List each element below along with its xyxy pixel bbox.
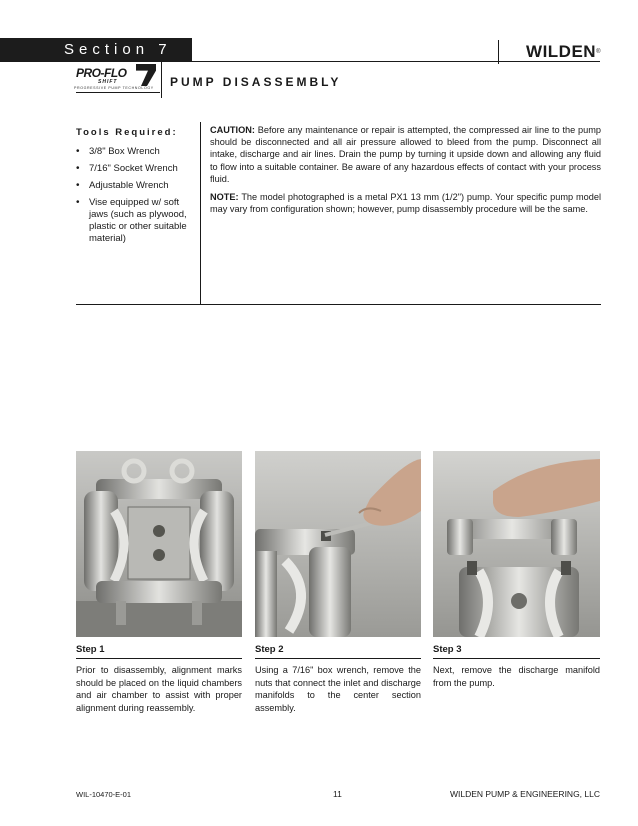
seven-icon xyxy=(136,64,156,86)
note-text: The model photographed is a metal PX1 13 mm (1/2") pump. Your specific pump model may vary from configuration shown; however, pump disassembly procedure will be the same. xyxy=(210,192,601,215)
page-number: 11 xyxy=(333,789,342,799)
step-1-label: Step 1 xyxy=(76,644,105,655)
step-2-photo xyxy=(255,451,421,637)
step-1-text: Prior to disassembly, alignment marks should be placed on the liquid chambers and air chamber to assist with proper alignment during reassembly. xyxy=(76,665,242,713)
step-2-text: Using a 7/16" box wrench, remove the nuts that connect the inlet and discharge manifolds to the center section assembly. xyxy=(255,665,421,713)
logo-underline xyxy=(76,92,160,93)
tools-list xyxy=(76,146,196,250)
caution-label: CAUTION: xyxy=(210,125,255,135)
proflo-tagline: PROGRESSIVE PUMP TECHNOLOGY xyxy=(74,86,154,90)
tool-item: • 3/8" Box Wrench xyxy=(76,146,196,158)
tool-item: • Vise equipped w/ soft jaws (such as plywood, plastic or other suitable material) xyxy=(76,197,189,245)
brand-name: WILDEN xyxy=(526,42,597,61)
step-3-text: Next, remove the discharge manifold from the pump. xyxy=(433,665,600,688)
step-3-photo xyxy=(433,451,600,637)
footer-doc-id: WIL-10470-E-01 xyxy=(76,790,132,799)
tool-item: • 7/16" Socket Wrench xyxy=(76,163,196,175)
page-title: PUMP DISASSEMBLY xyxy=(170,75,342,89)
note-label: NOTE: xyxy=(210,192,239,203)
section-banner: Section 7 xyxy=(0,38,192,62)
step-1-rule xyxy=(76,658,242,659)
tool-item: • Adjustable Wrench xyxy=(76,180,196,192)
step-3-label: Step 3 xyxy=(433,644,462,655)
caution-block xyxy=(210,124,601,221)
tools-heading: Tools Required: xyxy=(76,127,178,138)
step-3-rule xyxy=(433,658,600,659)
proflo-name: PRO-FLO xyxy=(76,66,127,80)
caution-text: Before any maintenance or repair is attempted, the compressed air line to the pump should be disconnected and all air pressure allowed to bleed from the pump. Disconnect all intake, discharge and air lines. Drain the pump by turning it upside down and allowing any fluid to flow into a suitable container. Be aware of any hazardous effects of contact with your process fluid. xyxy=(210,125,601,184)
step-2-rule xyxy=(255,658,421,659)
header-divider xyxy=(161,62,162,98)
proflo-logo xyxy=(76,64,158,92)
box-bottom-rule xyxy=(76,304,601,305)
wilden-logo: WILDEN® xyxy=(498,40,601,64)
column-divider xyxy=(200,122,201,304)
note-paragraph xyxy=(210,191,601,215)
step-1-photo xyxy=(76,451,242,637)
proflo-sub: SHIFT xyxy=(98,79,118,85)
step-2-label: Step 2 xyxy=(255,644,284,655)
caution-paragraph xyxy=(210,124,601,185)
footer-company: WILDEN PUMP & ENGINEERING, LLC xyxy=(449,789,600,799)
